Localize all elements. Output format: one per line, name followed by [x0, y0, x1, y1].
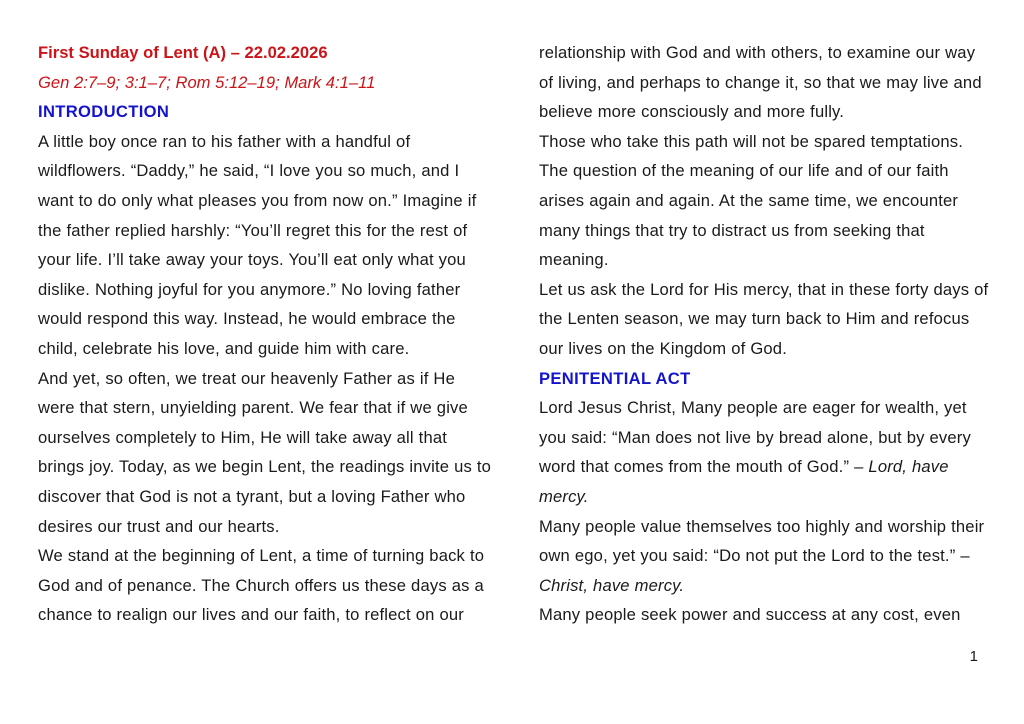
paragraph: Let us ask the Lord for His mercy, that in these forty days of the Lenten season, we may turn back to Him and refocus our lives on the Kingdom of God.: [539, 279, 989, 358]
penitential-invocation: [539, 393, 994, 511]
heading-introduction: INTRODUCTION: [38, 102, 170, 122]
scripture-readings-line: Gen 2:7–9; 3:1–7; Rom 5:12–19; Mark 4:1–11: [38, 72, 376, 92]
left-column: [38, 38, 493, 630]
document-title: First Sunday of Lent (A) – 22.02.2026: [38, 43, 328, 62]
invocation-response: Lord, have mercy.: [539, 457, 949, 506]
page-number: 1: [969, 648, 978, 665]
invocation-response: Christ, have mercy.: [539, 575, 685, 595]
paragraph: And yet, so often, we treat our heavenly Father as if He were that stern, unyielding parent. We fear that if we give ourselves completely to Him, He will take away all that brings joy. Today, as we begin Lent, the readings invite us to discover that God is not a tyrant, but a loving Father who desires our trust and our hearts.: [38, 368, 492, 536]
invocation-text: Lord Jesus Christ, Many people are eager for wealth, yet you said: “Man does not live by bread alone, but by every word that comes from the mouth of God.” –: [539, 398, 971, 477]
invocation-text: Many people value themselves too highly and worship their own ego, yet you said: “Do not put the Lord to the test.” –: [539, 516, 985, 566]
paragraph-trailing: Many people seek power and success at any cost, even: [539, 605, 961, 625]
paragraph: A little boy once ran to his father with a handful of wildflowers. “Daddy,” he said, “I love you so much, and I want to do only what pleases you from now on.” Imagine if the father replied harshly: “You’ll regret this for the rest of your life. I’ll take away your toys. You’ll eat only what you dislike. Nothing joyful for you anymore.” No loving father would respond this way. Instead, he would embrace the child, celebrate his love, and guide him with care.: [38, 131, 477, 358]
paragraph: Those who take this path will not be spared temptations. The question of the meaning of our life and of our faith arises again and again. At the same time, we encounter many things that try to distract us from seeking that meaning.: [539, 131, 964, 270]
right-column: [539, 38, 994, 630]
paragraph: We stand at the beginning of Lent, a time of turning back to God and of penance. The Church offers us these days as a chance to realign our lives and our faith, to reflect on our: [38, 546, 485, 625]
heading-penitential-act: PENITENTIAL ACT: [539, 368, 691, 388]
two-column-layout: [38, 38, 994, 630]
penitential-invocation: [539, 512, 994, 601]
paragraph-continuation: relationship with God and with others, to examine our way of living, and perhaps to change it, so that we may live and believe more consciously and more fully.: [539, 43, 982, 122]
